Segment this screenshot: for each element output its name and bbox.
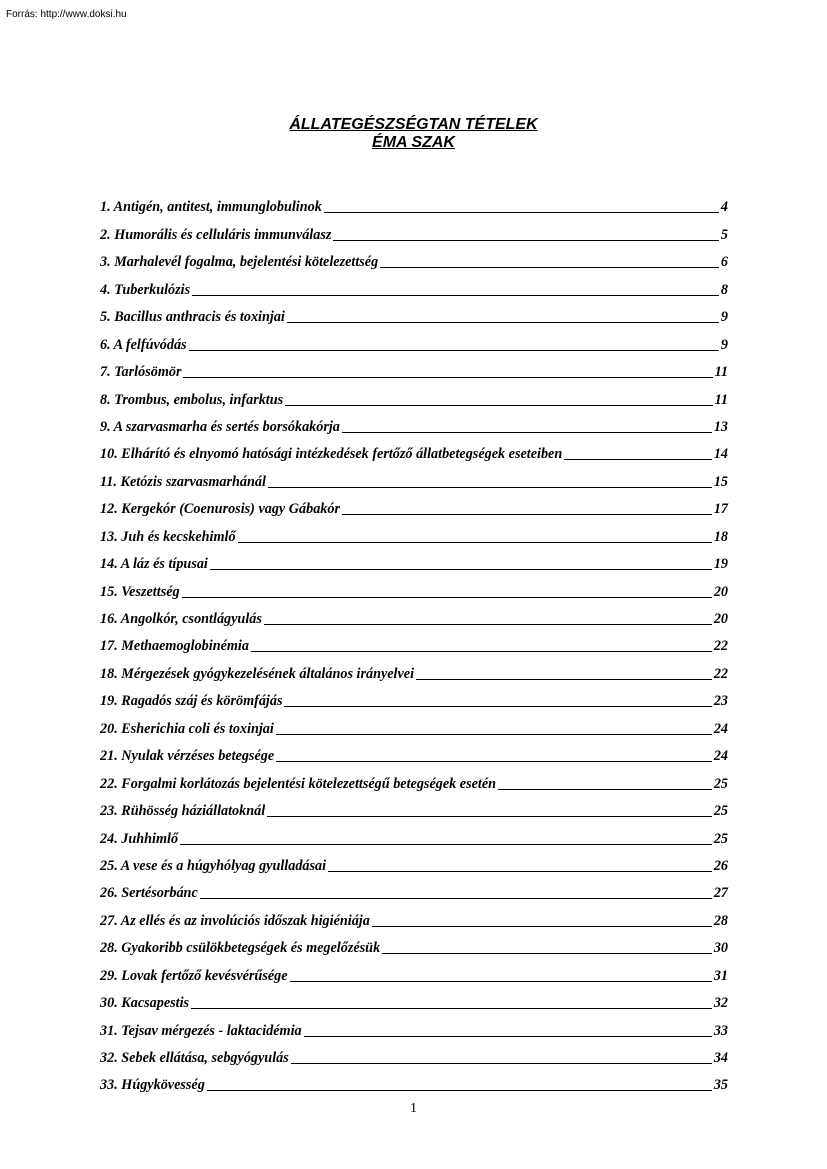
toc-entry — [100, 656, 728, 683]
toc-entry-page: 8 — [720, 281, 728, 298]
toc-entry-page: 33 — [713, 1022, 728, 1039]
document-title: ÁLLATEGÉSZSÉGTAN TÉTELEK — [289, 116, 538, 133]
toc-entry-label: 4. Tuberkulózis — [100, 281, 191, 298]
toc-leader-line — [276, 734, 712, 735]
toc-leader-line — [284, 706, 711, 707]
toc-entry-label: 8. Trombus, embolus, infarktus — [100, 391, 284, 408]
toc-entry-label: 14. A láz és típusai — [100, 556, 208, 573]
toc-entry-label: 20. Esherichia coli és toxinjai — [100, 720, 274, 737]
toc-entry-page: 15 — [713, 473, 728, 490]
toc-entry — [100, 464, 728, 491]
toc-leader-line — [498, 789, 712, 790]
toc-entry — [100, 574, 728, 601]
toc-entry — [100, 355, 728, 382]
toc-leader-line — [200, 898, 712, 899]
toc-entry-page: 25 — [713, 830, 728, 847]
toc-entry — [100, 300, 728, 327]
toc-entry — [100, 272, 728, 299]
toc-leader-line — [287, 322, 719, 323]
toc-entry — [100, 1013, 728, 1040]
toc-entry-page: 4 — [720, 199, 728, 216]
toc-entry-page: 28 — [713, 912, 728, 929]
toc-leader-line — [191, 1008, 712, 1009]
toc-entry — [100, 931, 728, 958]
toc-entry — [100, 492, 728, 519]
toc-leader-line — [207, 1090, 712, 1091]
toc-entry-page: 34 — [713, 1050, 728, 1066]
toc-entry-label: 31. Tejsav mérgezés - laktacidémia — [100, 1022, 302, 1039]
toc-entry — [100, 986, 728, 1013]
toc-entry-page: 18 — [713, 528, 728, 545]
toc-entry-label: 19. Ragadós száj és körömfájás — [100, 693, 283, 710]
toc-entry-page: 27 — [713, 885, 728, 902]
toc-entry-page: 9 — [720, 309, 728, 326]
toc-leader-line — [333, 240, 719, 241]
toc-entry-page: 11 — [714, 364, 728, 381]
toc-leader-line — [276, 761, 712, 762]
toc-entry — [100, 602, 728, 629]
toc-entry-page: 5 — [720, 226, 728, 243]
toc-entry — [100, 766, 728, 793]
toc-entry-page: 30 — [713, 940, 728, 957]
toc-entry-page: 31 — [713, 967, 728, 984]
toc-entry-label: 11. Ketózis szarvasmarhánál — [100, 473, 266, 490]
toc-entry — [100, 382, 728, 409]
toc-leader-line — [564, 459, 712, 460]
toc-entry-label: 30. Kacsapestis — [100, 995, 190, 1012]
toc-entry — [100, 849, 728, 876]
toc-entry-label: 22. Forgalmi korlátozás bejelentési kötelezettségű betegségek esetén — [100, 775, 497, 792]
toc-leader-line — [189, 350, 719, 351]
toc-entry — [100, 245, 728, 272]
toc-entry-label: 28. Gyakoribb csülökbetegségek és megelőzésük — [100, 940, 381, 957]
toc-entry — [100, 437, 728, 464]
toc-entry-label: 18. Mérgezések gyógykezelésének általános irányelvei — [100, 665, 415, 682]
toc-entry — [100, 190, 728, 217]
toc-entry-label: 32. Sebek ellátása, sebgyógyulás — [100, 1050, 289, 1066]
toc-entry-page: 35 — [713, 1077, 728, 1094]
toc-entry-label: 9. A szarvasmarha és sertés borsókakórja — [100, 418, 340, 435]
toc-entry-label: 16. Angolkór, csontlágyulás — [100, 611, 262, 627]
toc-entry-page: 23 — [713, 693, 728, 710]
toc-entry-page: 14 — [713, 446, 728, 463]
toc-entry-label: 5. Bacillus anthracis és toxinjai — [100, 309, 285, 326]
toc-entry — [100, 519, 728, 546]
toc-leader-line — [267, 816, 712, 817]
toc-entry-label: 10. Elhárító és elnyomó hatósági intézkedések fertőző állatbetegségek eseteiben — [100, 446, 563, 463]
toc-leader-line — [324, 212, 719, 213]
toc-leader-line — [210, 569, 712, 570]
toc-leader-line — [238, 542, 712, 543]
toc-leader-line — [342, 514, 712, 515]
toc-entry — [100, 1068, 728, 1095]
toc-entry-label: 15. Veszettség — [100, 583, 180, 600]
toc-entry — [100, 684, 728, 711]
toc-entry-label: 3. Marhalevél fogalma, bejelentési kötelezettség — [100, 254, 379, 271]
toc-entry — [100, 1041, 728, 1068]
toc-entry-page: 17 — [713, 501, 728, 518]
toc-entry-page: 9 — [720, 336, 728, 353]
toc-entry-page: 26 — [713, 857, 728, 874]
toc-entry — [100, 629, 728, 656]
toc-entry — [100, 410, 728, 437]
toc-entry-page: 22 — [713, 665, 728, 682]
toc-entry-label: 6. A felfúvódás — [100, 336, 187, 353]
toc-entry — [100, 821, 728, 848]
toc-entry-label: 26. Sertésorbánc — [100, 885, 198, 902]
toc-entry-page: 11 — [714, 391, 728, 408]
toc-leader-line — [342, 432, 712, 433]
toc-leader-line — [380, 267, 719, 268]
toc-entry-page: 19 — [713, 556, 728, 573]
toc-leader-line — [304, 1036, 712, 1037]
toc-entry — [100, 739, 728, 766]
toc-entry-label: 1. Antigén, antitest, immunglobulinok — [100, 199, 322, 216]
toc-entry-label: 33. Húgykövesség — [100, 1077, 205, 1094]
source-url: Forrás: http://www.doksi.hu — [6, 9, 127, 20]
toc-entry-page: 32 — [713, 995, 728, 1012]
toc-entry-label: 17. Methaemoglobinémia — [100, 638, 249, 655]
toc-entry-page: 13 — [713, 418, 728, 435]
toc-leader-line — [416, 679, 712, 680]
document-subtitle: ÉMA SZAK — [372, 134, 455, 151]
toc-entry-page: 20 — [713, 611, 728, 627]
toc-leader-line — [328, 871, 712, 872]
toc-entry — [100, 794, 728, 821]
toc-entry-label: 24. Juhhimlő — [100, 830, 179, 847]
toc-entry-page: 25 — [713, 775, 728, 792]
toc-leader-line — [192, 295, 719, 296]
toc-leader-line — [268, 487, 712, 488]
page-number: 1 — [410, 1101, 417, 1116]
toc-entry — [100, 958, 728, 985]
toc-entry-label: 21. Nyulak vérzéses betegsége — [100, 748, 275, 765]
toc-entry-page: 24 — [713, 748, 728, 765]
toc-leader-line — [382, 953, 712, 954]
toc-entry-label: 13. Juh és kecskehimlő — [100, 528, 236, 545]
toc-leader-line — [291, 1063, 712, 1064]
toc-entry-page: 20 — [713, 583, 728, 600]
toc-entry-page: 25 — [713, 803, 728, 820]
toc-leader-line — [285, 405, 712, 406]
toc-entry-page: 24 — [713, 720, 728, 737]
toc-leader-line — [251, 651, 712, 652]
toc-entry — [100, 903, 728, 930]
toc-entry-label: 25. A vese és a húgyhólyag gyulladásai — [100, 857, 327, 874]
toc-entry — [100, 217, 728, 244]
toc-entry-label: 2. Humorális és celluláris immunválasz — [100, 226, 332, 243]
toc-leader-line — [264, 624, 712, 625]
toc-entry-label: 27. Az ellés és az involúciós időszak higiéniája — [100, 912, 370, 929]
toc-leader-line — [372, 926, 712, 927]
toc-leader-line — [182, 597, 712, 598]
toc-entry-page: 6 — [720, 254, 728, 271]
toc-entry — [100, 547, 728, 574]
toc-entry-label: 23. Rühösség háziállatoknál — [100, 803, 266, 820]
table-of-contents — [100, 190, 728, 1095]
toc-leader-line — [180, 844, 712, 845]
toc-entry-label: 7. Tarlósömör — [100, 364, 182, 381]
toc-entry — [100, 711, 728, 738]
toc-entry — [100, 327, 728, 354]
toc-entry-page: 22 — [713, 638, 728, 655]
toc-leader-line — [183, 377, 712, 378]
toc-entry-label: 29. Lovak fertőző kevésvérűsége — [100, 967, 288, 984]
toc-entry — [100, 876, 728, 903]
toc-entry-label: 12. Kergekór (Coenurosis) vagy Gábakór — [100, 501, 341, 518]
toc-leader-line — [290, 981, 712, 982]
